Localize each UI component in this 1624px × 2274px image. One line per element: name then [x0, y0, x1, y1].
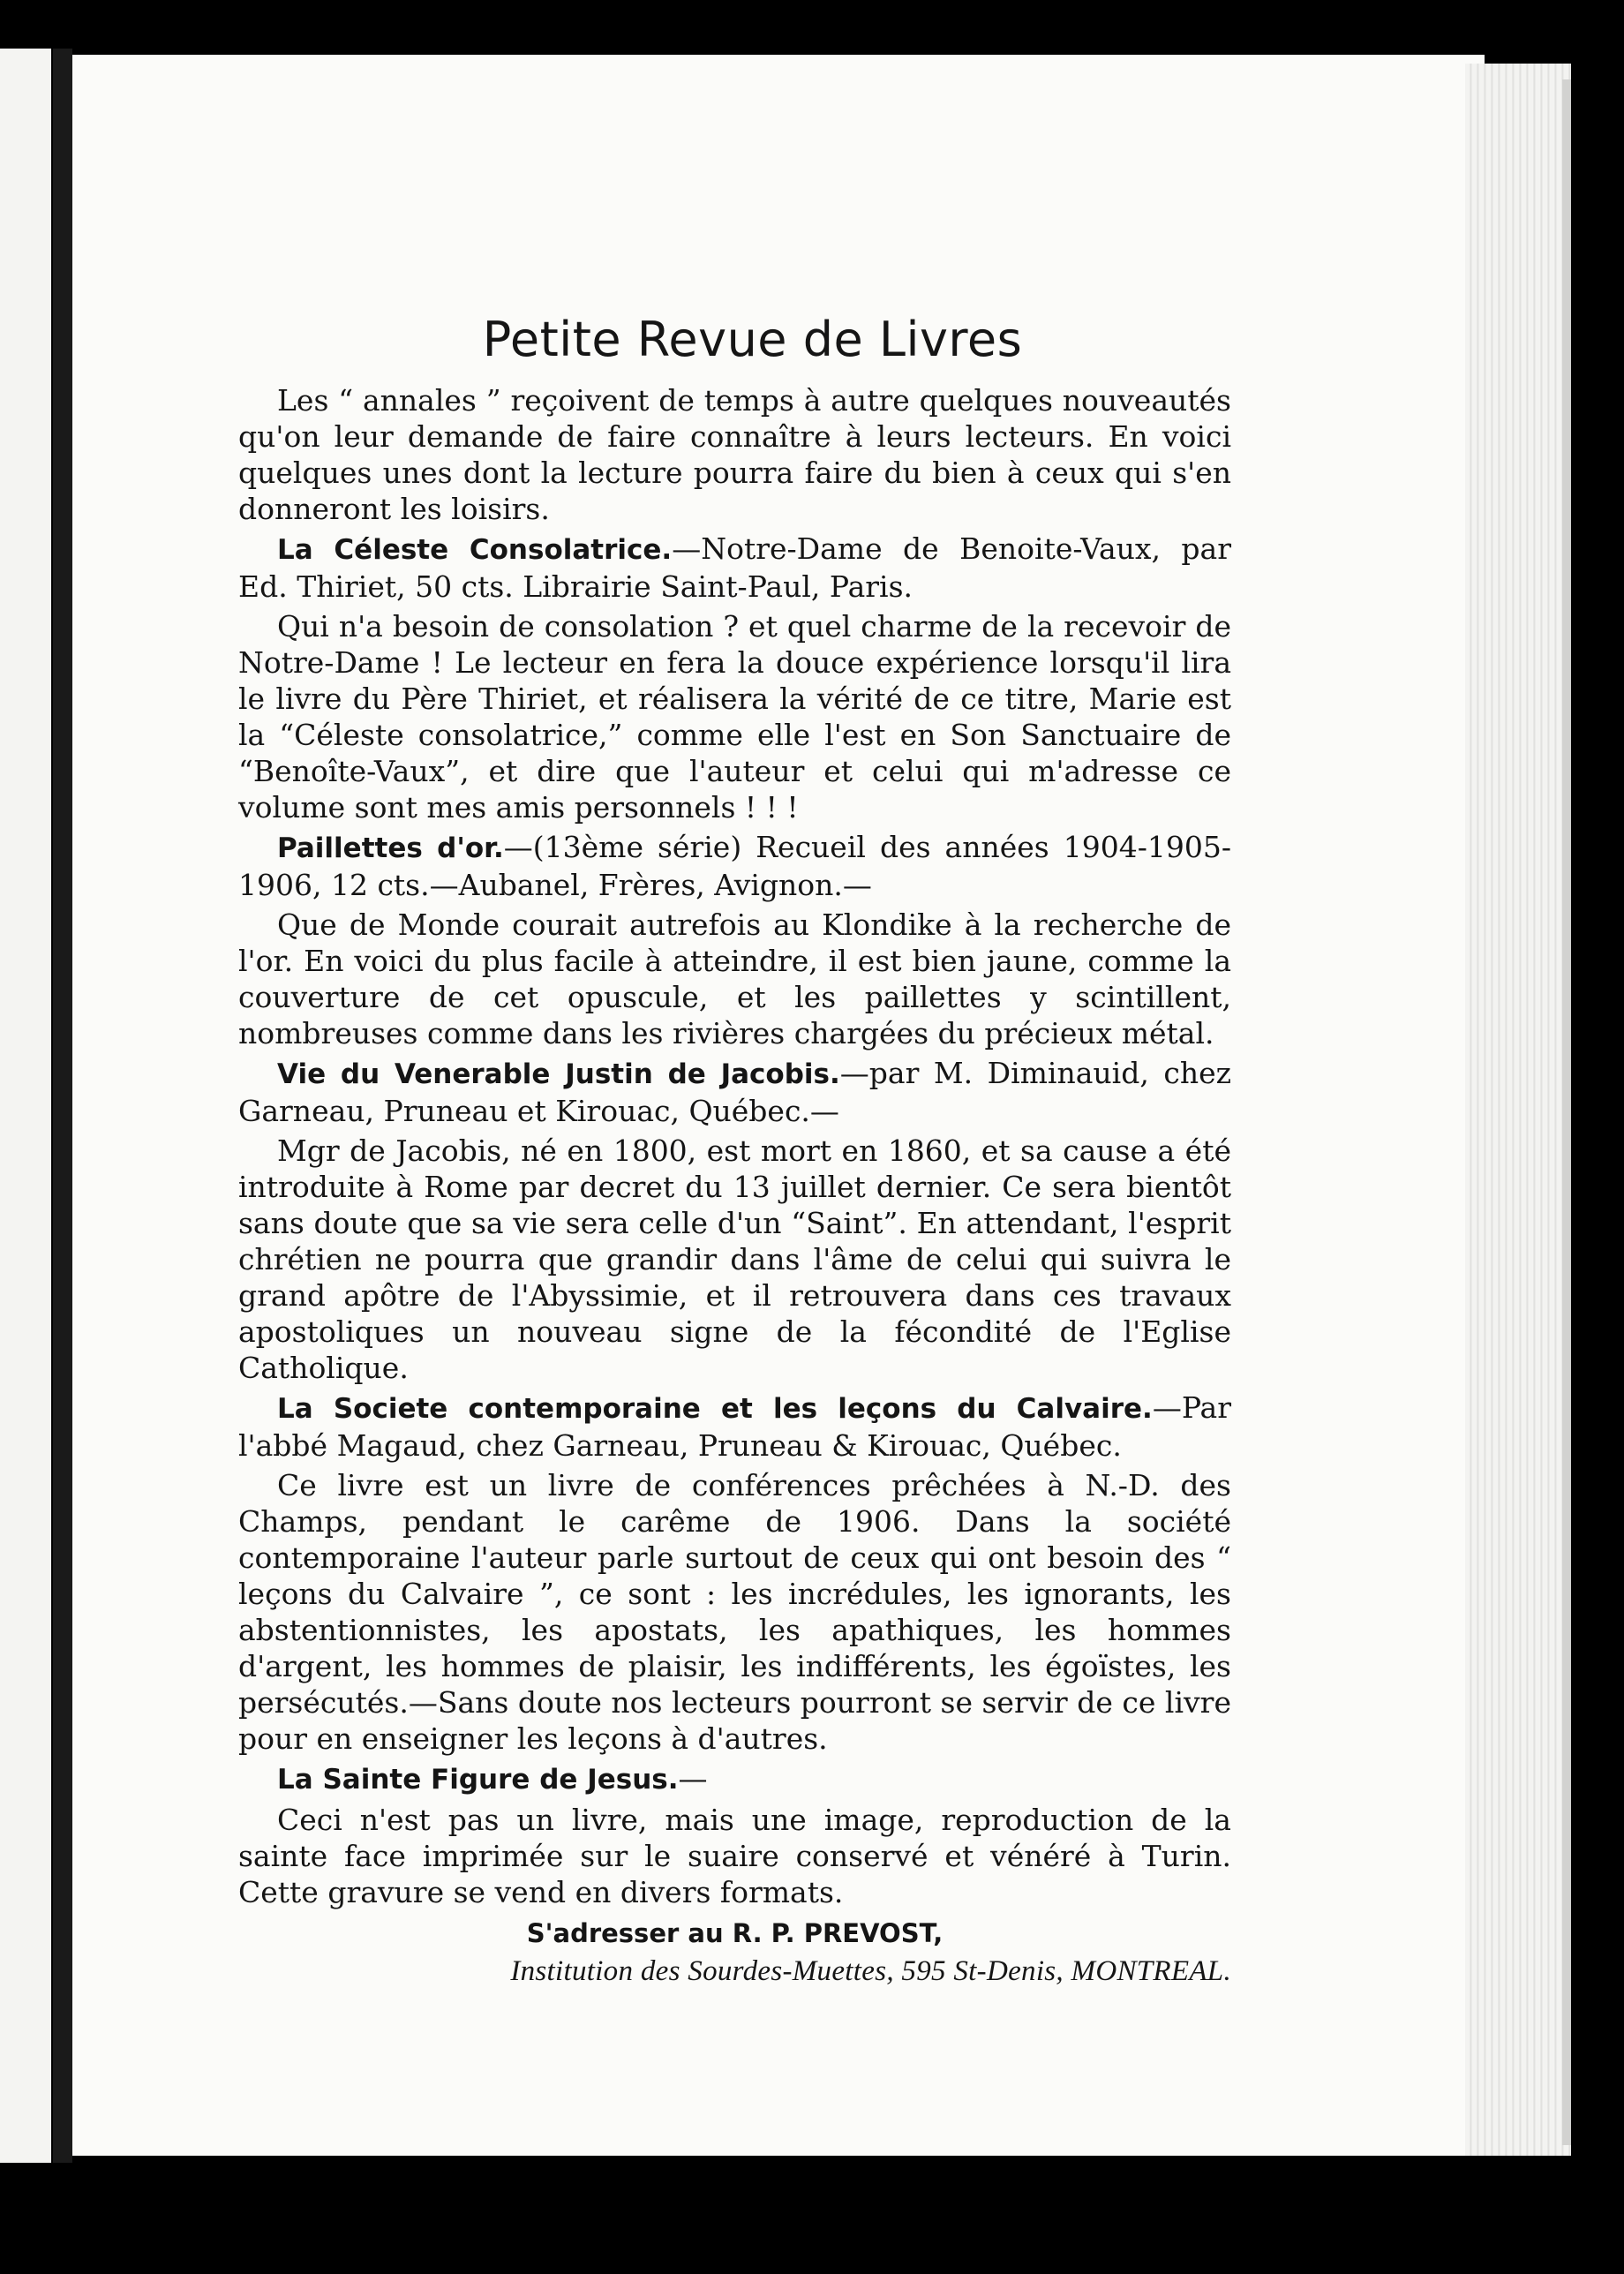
book-spine-shadow: [53, 49, 72, 2163]
review-citation: [238, 1389, 1231, 1464]
book-title: La Céleste Consolatrice.: [277, 534, 673, 566]
review-citation: [238, 829, 1231, 903]
review-citation: [238, 1055, 1231, 1129]
review-citation: [238, 531, 1231, 605]
book-details: —: [678, 1761, 708, 1796]
review-body: Ceci n'est pas un livre, mais une image, reproduction de la sainte face imprimée sur le suaire conservé et vénéré à Turin. Cette gravure se vend en divers formats.: [238, 1803, 1231, 1909]
book-details: —par M. Diminauid, chez Garneau, Pruneau et Kirouac, Québec.—: [238, 1056, 1231, 1128]
page-stack-edge: [1465, 64, 1571, 2156]
book-details: —Par l'abbé Magaud, chez Garneau, Pruneau & Kirouac, Québec.: [238, 1390, 1231, 1463]
book-title: Vie du Venerable Justin de Jacobis.: [277, 1058, 840, 1090]
book-details: —(13ème série) Recueil des années 1904-1905-1906, 12 cts.—Aubanel, Frères, Avignon.—: [238, 830, 1231, 902]
review-citation: [238, 1760, 1231, 1798]
facing-page-edge: [0, 49, 51, 2163]
book-title: Paillettes d'or.: [277, 832, 504, 864]
page-stack-shadow: [1562, 79, 1571, 2145]
review-body: Mgr de Jacobis, né en 1800, est mort en 1860, et sa cause a été introduite à Rome par decret du 13 juillet dernier. Ce sera bientôt sans doute que sa vie sera celle d'un “Saint”. En attendant, l'esprit chrétien ne pourra que grandir dans l'âme de celui qui suivra le grand apôtre de l'Abyssimie, et il retrouvera dans ces travaux apostoliques un nouveau signe de la fécondité de l'Eglise Catholique.: [238, 1133, 1231, 1385]
book-title: La Societe contemporaine et les leçons du Calvaire.: [277, 1393, 1153, 1425]
address-line: Institution des Sourdes-Muettes, 595 St-Denis, MONTREAL.: [510, 1955, 1231, 1987]
article: [238, 305, 1231, 1990]
review-body: Que de Monde courait autrefois au Klondike à la recherche de l'or. En voici du plus facile à atteindre, il est bien jaune, comme la couverture de cet opuscule, et les paillettes y scintillent, nombreuses comme dans les rivières chargées du précieux métal.: [238, 907, 1231, 1050]
review-body: Ce livre est un livre de conférences prêchées à N.-D. des Champs, pendant le carême de 1906. Dans la société contemporaine l'auteur parle surtout de ceux qui ont besoin des “ leçons du Calvaire ”, ce sont : les incrédules, les ignorants, les abstentionnistes, les apostats, les apathiques, les hommes d'argent, les hommes de plaisir, les indifférents, les égoïstes, les persécutés.—Sans doute nos lecteurs pourront se servir de ce livre pour en enseigner les leçons à d'autres.: [238, 1468, 1231, 1756]
review-body: Qui n'a besoin de consolation ? et quel charme de la recevoir de Notre-Dame ! Le lecteur en fera la douce expérience lorsqu'il lira le livre du Père Thiriet, et réalisera la vérité de ce titre, Marie est la “Céleste consolatrice,” comme elle l'est en Son Sanctuaire de “Benoîte-Vaux”, et dire que l'auteur et celui qui m'adresse ce volume sont mes amis personnels ! ! !: [238, 609, 1231, 825]
book-title: La Sainte Figure de Jesus.: [277, 1764, 679, 1796]
book-details: —Notre-Dame de Benoite-Vaux, par Ed. Thiriet, 50 cts. Librairie Saint-Paul, Paris.: [238, 531, 1231, 604]
contact-line: S'adresser au R. P. PREVOST,: [526, 1918, 944, 1948]
page-title: Petite Revue de Livres: [482, 312, 1023, 367]
intro-paragraph: Les “ annales ” reçoivent de temps à autre quelques nouveautés qu'on leur demande de faire connaître à leurs lecteurs. En voici quelques unes dont la lecture pourra faire du bien à ceux qui s'en donneront les loisirs.: [238, 383, 1231, 526]
